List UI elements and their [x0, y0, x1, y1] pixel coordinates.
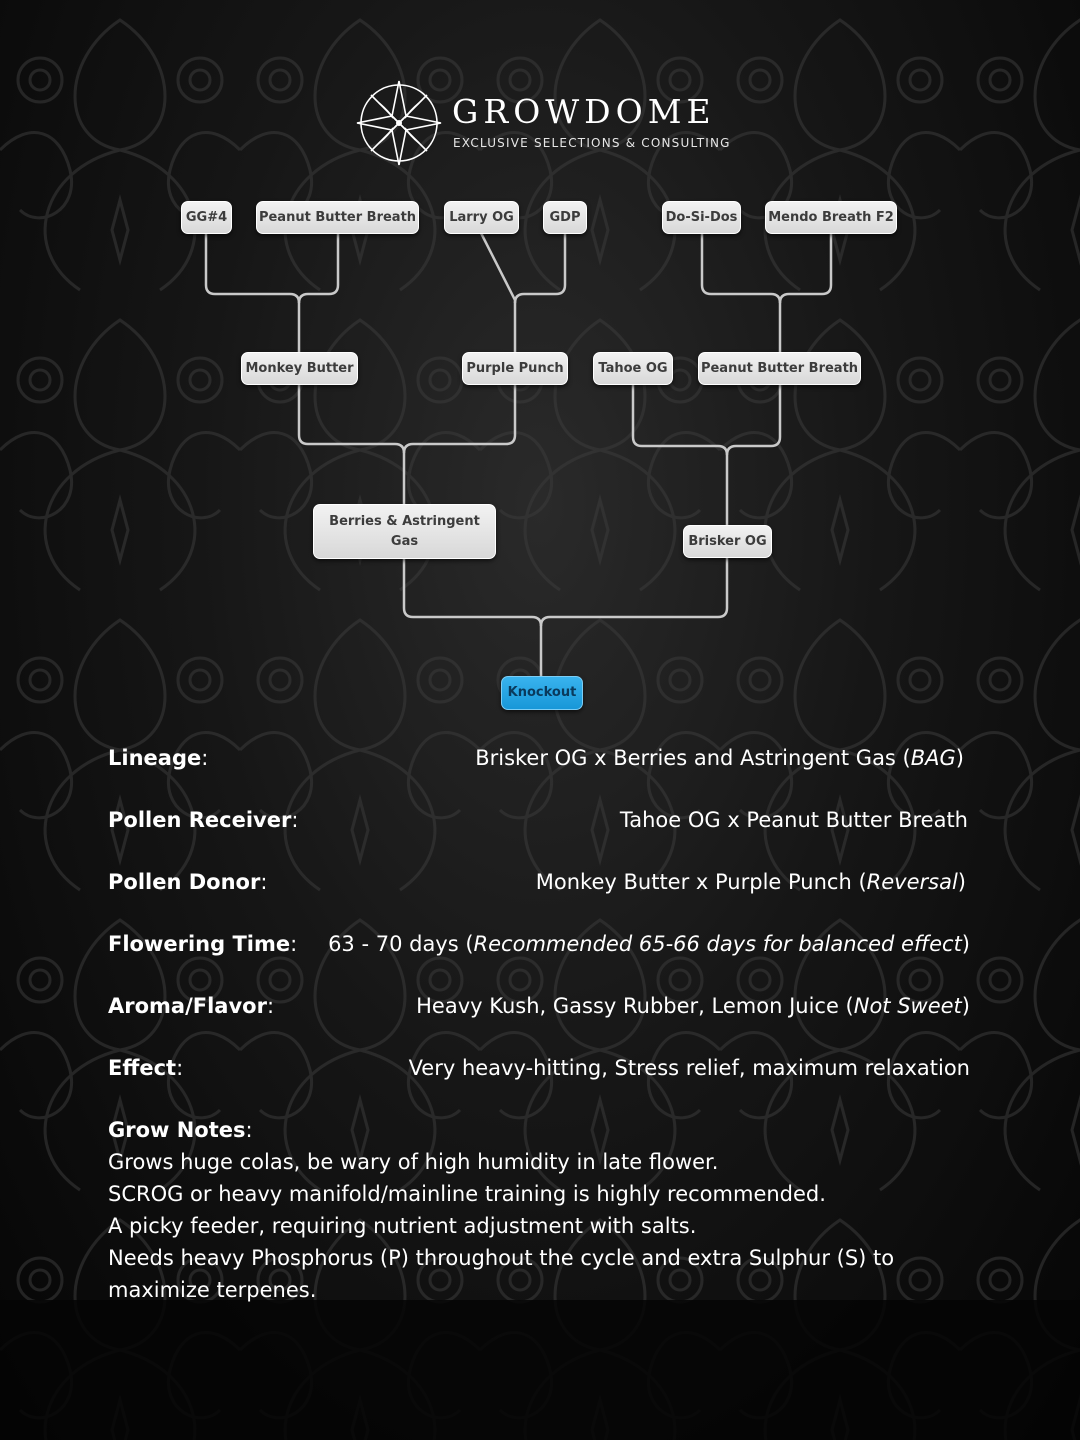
node-gg4: GG#4 [181, 201, 232, 234]
detail-aroma-flavor: Aroma/Flavor: Heavy Kush, Gassy Rubber, Lemon Juice (Not Sweet) [108, 994, 970, 1018]
flowering-time-value-emph: Recommended 65-66 days for balanced effect [473, 932, 962, 956]
connector-gg4-monkey-butter [206, 233, 299, 353]
node-peanut-butter-breath-grandparent: Peanut Butter Breath [256, 201, 419, 234]
connector-brisker-knockout [541, 558, 727, 626]
pollen-receiver-value: Tahoe OG x Peanut Butter Breath [619, 808, 968, 832]
node-purple-punch: Purple Punch [462, 352, 568, 385]
node-mendo-breath-f2: Mendo Breath F2 [765, 201, 897, 234]
connector-pbb-brisker [727, 384, 780, 455]
detail-effect: Effect: Very heavy-hitting, Stress relief, maximum relaxation [108, 1052, 972, 1084]
node-knockout: Knockout [501, 676, 583, 710]
connector-purple-punch-bag [404, 384, 515, 453]
node-brisker-og: Brisker OG [683, 525, 772, 558]
connector-larry-og-purple-punch [481, 233, 515, 353]
grow-note-line: Grows huge colas, be wary of high humidity in late flower. [108, 1150, 719, 1174]
detail-pollen-donor: Pollen Donor: Monkey Butter x Purple Punch (Reversal) [108, 870, 966, 894]
lineage-value-emph: BAG [910, 746, 956, 770]
node-peanut-butter-breath-parent: Peanut Butter Breath [698, 352, 861, 385]
effect-value: Very heavy-hitting, Stress relief, maximum relaxation [408, 1056, 970, 1080]
grow-notes: Grow Notes: Grows huge colas, be wary of high humidity in late flower. SCROG or heavy manifold/mainline training is highly recommended. A picky feeder, requiring nutrient adjustment with salts. Needs heavy Phosphorus (P) throughout the cycle and extra Sulphur (S) to maximize terpenes. [108, 1114, 972, 1306]
flowering-time-label: Flowering Time [108, 932, 291, 956]
connector-dosidos-pbb [702, 233, 780, 353]
effect-label: Effect [108, 1056, 177, 1080]
grow-notes-label: Grow Notes [108, 1118, 246, 1142]
detail-pollen-receiver: Pollen Receiver: Tahoe OG x Peanut Butter Breath [108, 804, 972, 836]
detail-lineage: Lineage: Brisker OG x Berries and Astringent Gas (BAG) [108, 746, 964, 770]
flowering-time-value: 63 - 70 days ( [328, 932, 474, 956]
detail-flowering-time: Flowering Time: 63 - 70 days (Recommended 65-66 days for balanced effect) [108, 932, 970, 956]
pollen-donor-label: Pollen Donor [108, 870, 261, 894]
node-berries-astringent-gas: Berries & Astringent Gas [313, 504, 496, 559]
grow-note-line: SCROG or heavy manifold/mainline training is highly recommended. [108, 1182, 826, 1206]
lineage-value: Brisker OG x Berries and Astringent Gas ( [475, 746, 911, 770]
aroma-label: Aroma/Flavor [108, 994, 267, 1018]
brand-tagline: EXCLUSIVE SELECTIONS & CONSULTING [453, 136, 731, 150]
connector-monkey-butter-bag [299, 384, 404, 505]
pollen-receiver-label: Pollen Receiver [108, 808, 292, 832]
aroma-value-emph: Not Sweet [853, 994, 962, 1018]
node-do-si-dos: Do-Si-Dos [662, 201, 741, 234]
pollen-donor-value: Monkey Butter x Purple Punch ( [535, 870, 867, 894]
brand-name: GROWDOME [452, 92, 716, 131]
lineage-label: Lineage [108, 746, 202, 770]
node-larry-og: Larry OG [444, 201, 519, 234]
grow-note-line: Needs heavy Phosphorus (P) throughout the cycle and extra Sulphur (S) to maximize terpenes. [108, 1246, 895, 1302]
connector-pbb-monkey-butter [299, 233, 338, 303]
node-monkey-butter: Monkey Butter [241, 352, 358, 385]
pollen-donor-value-emph: Reversal [866, 870, 958, 894]
node-tahoe-og: Tahoe OG [593, 352, 673, 385]
node-gdp: GDP [543, 201, 587, 234]
connector-bag-knockout [404, 558, 541, 677]
connector-tahoe-brisker [633, 384, 727, 526]
grow-note-line: A picky feeder, requiring nutrient adjustment with salts. [108, 1214, 697, 1238]
connector-gdp-purple-punch [515, 233, 565, 303]
connector-mendo-pbb [780, 233, 831, 303]
aroma-value: Heavy Kush, Gassy Rubber, Lemon Juice ( [416, 994, 854, 1018]
